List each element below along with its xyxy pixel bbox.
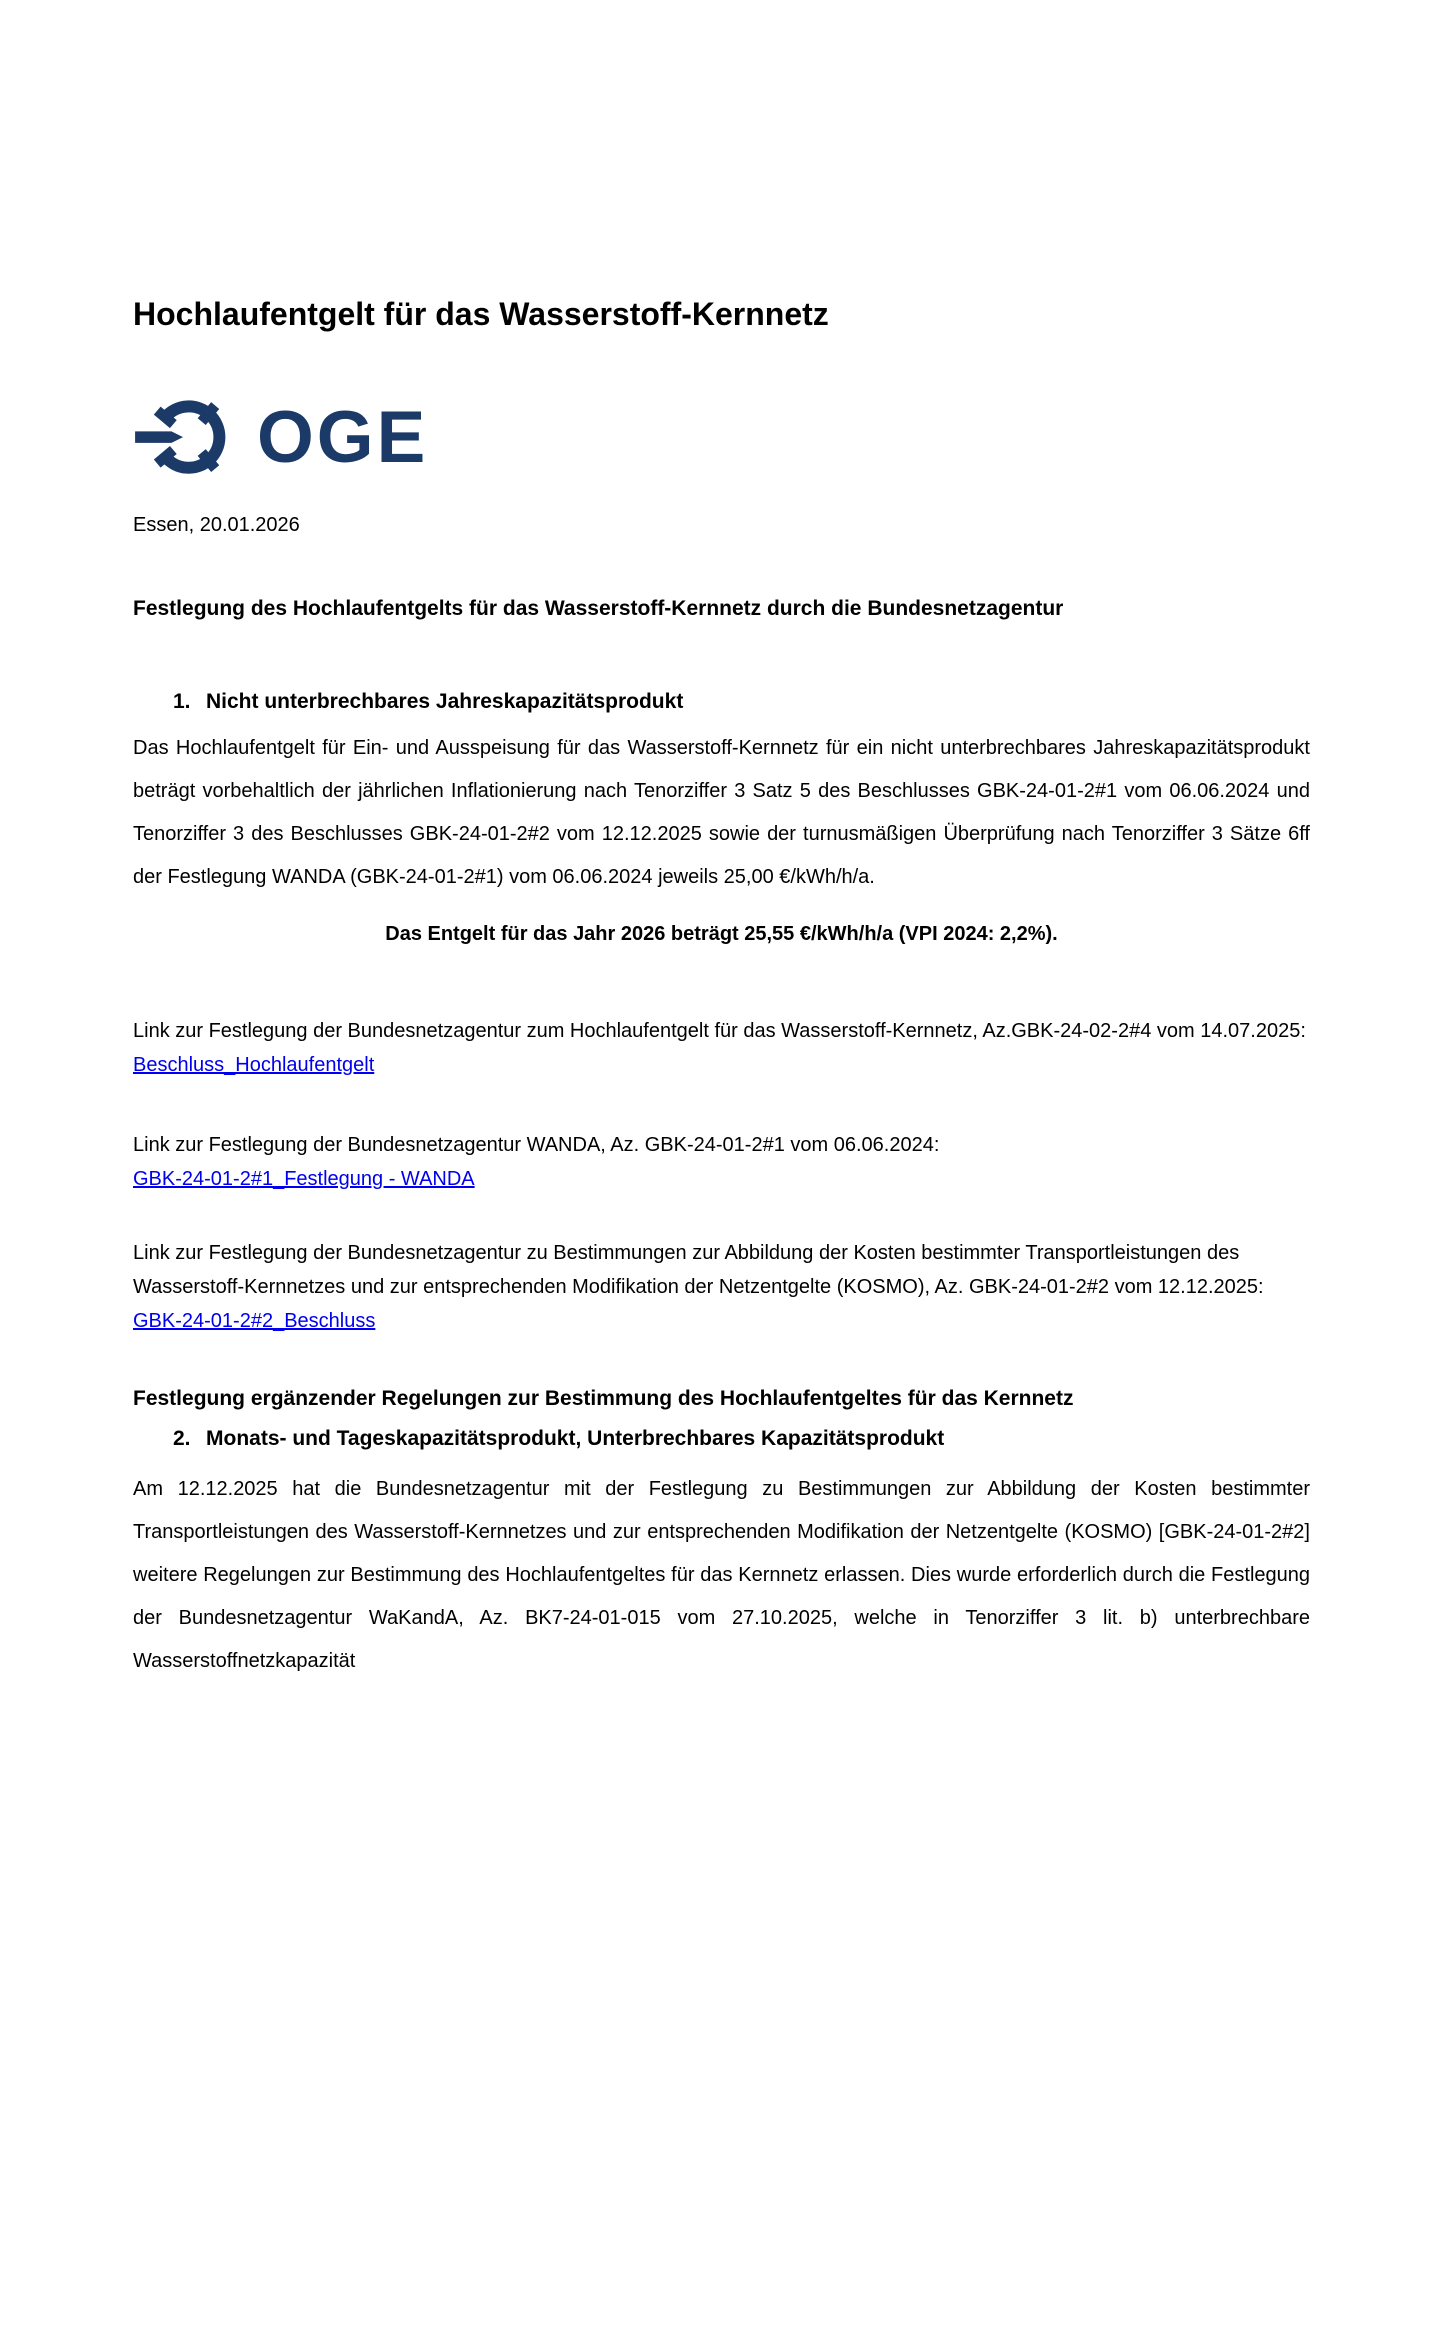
page-title: Hochlaufentgelt für das Wasserstoff-Kernnetz [133,296,829,332]
section-1-heading-text: Nicht unterbrechbares Jahreskapazitätsprodukt [206,690,684,713]
section-2-heading-text: Monats- und Tageskapazitätsprodukt, Unterbrechbares Kapazitätsprodukt [206,1427,945,1450]
link-block-hochlaufentgelt [133,1014,1310,1082]
link-intro-wanda: Link zur Festlegung der Bundesnetzagentur WANDA, Az. GBK-24-01-2#1 vom 06.06.2024: [133,1134,940,1156]
link-beschluss-hochlaufentgelt[interactable]: Beschluss_Hochlaufentgelt [133,1054,375,1076]
dateline: Essen, 20.01.2026 [133,514,300,536]
section-1-heading [173,689,1310,715]
link-block-wanda [133,1128,1310,1196]
section-2-body: Am 12.12.2025 hat die Bundesnetzagentur mit der Festlegung zu Bestimmungen zur Abbildung der Kosten bestimmter Transportleistungen des Wasserstoff-Kernnetzes und zur entsprechenden Modifikation der Netzentgelte (KOSMO) [GBK-24-01-2#2] weitere Regelungen zur Bestimmung des Hochlaufentgeltes für das Kernnetz erlassen. Dies wurde erforderlich durch die Festlegung der Bundesnetzagentur WaKandA, Az. BK7-24-01-015 vom 27.10.2025, welche in Tenorziffer 3 lit. b) unterbrechbare Wasserstoffnetzkapazität [133,1478,1310,1672]
link-intro-kosmo: Link zur Festlegung der Bundesnetzagentur zu Bestimmungen zur Abbildung der Kosten bestimmter Transportleistungen des Wasserstoff-Kernnetzes und zur entsprechenden Modifikation der Netzentgelte (KOSMO), Az. GBK-24-01-2#2 vom 12.12.2025: [133,1242,1264,1298]
section-2-lead-heading: Festlegung ergänzender Regelungen zur Bestimmung des Hochlaufentgeltes für das Kernnetz [133,1387,1074,1410]
section-1-number: 1. [173,690,191,713]
section-1-body: Das Hochlaufentgelt für Ein- und Ausspeisung für das Wasserstoff-Kernnetz für ein nicht unterbrechbares Jahreskapazitätsprodukt beträgt vorbehaltlich der jährlichen Inflationierung nach Tenorziffer 3 Satz 5 des Beschlusses GBK-24-01-2#1 vom 06.06.2024 und Tenorziffer 3 des Beschlusses GBK-24-01-2#2 vom 12.12.2025 sowie der turnusmäßigen Überprüfung nach Tenorziffer 3 Sätze 6ff der Festlegung WANDA (GBK-24-01-2#1) vom 06.06.2024 jeweils 25,00 €/kWh/h/a. [133,737,1310,888]
link-festlegung-wanda[interactable]: GBK-24-01-2#1_Festlegung - WANDA [133,1168,475,1190]
oge-pipe-icon [135,393,231,485]
fee-highlight: Das Entgelt für das Jahr 2026 beträgt 25,55 €/kWh/h/a (VPI 2024: 2,2%). [385,923,1058,945]
link-intro-hochlaufentgelt: Link zur Festlegung der Bundesnetzagentur zum Hochlaufentgelt für das Wasserstoff-Kernnetz, Az.GBK-24-02-2#4 vom 14.07.2025: [133,1020,1306,1042]
section-2-number: 2. [173,1427,191,1450]
section-2-heading [173,1426,1310,1452]
document-page [0,295,1440,2333]
oge-logo [135,393,428,485]
link-block-kosmo [133,1236,1310,1338]
link-beschluss-kosmo[interactable]: GBK-24-01-2#2_Beschluss [133,1310,376,1332]
oge-wordmark: OGE [257,396,429,478]
subtitle: Festlegung des Hochlaufentgelts für das Wasserstoff-Kernnetz durch die Bundesnetzagentur [133,597,1064,620]
